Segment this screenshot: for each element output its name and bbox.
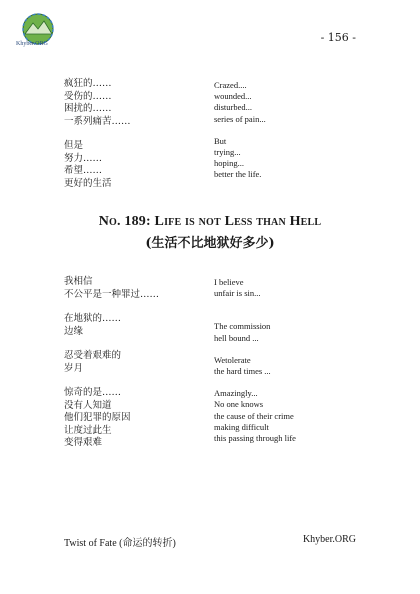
poem-line: 更好的生活: [64, 177, 112, 189]
stanza-gap: [64, 338, 159, 350]
poem-line: 让度过此生: [64, 424, 112, 436]
poem-line: 没有人知道: [64, 399, 112, 411]
poem-line: 困扰的……: [64, 103, 112, 114]
poem-line: making difficult: [214, 421, 269, 432]
poem-189-chinese: [64, 276, 159, 450]
poem-line: this passing through life: [214, 433, 296, 444]
poem-line: 在地狱的……: [64, 313, 122, 324]
poem-line: 不公平是一种罪过……: [64, 288, 160, 300]
stanza-gap: [214, 299, 296, 310]
poem-title: [0, 214, 420, 230]
stanza-gap: [214, 125, 266, 136]
poem-line: Crazed....: [214, 80, 247, 90]
poem-line: hoping...: [214, 158, 244, 169]
poem-line: No one knows: [214, 399, 264, 410]
poem-line: 受伤的……: [64, 90, 112, 102]
poem-line: the cause of their crime: [214, 410, 294, 421]
stanza-gap: [64, 375, 159, 387]
poem-line: But: [214, 135, 227, 146]
poem-189-english: [214, 277, 296, 444]
poem-line: 他们犯罪的原因: [64, 412, 131, 423]
poem-line: wounded...: [214, 91, 252, 102]
logo-text: Khyber.ORG: [16, 41, 48, 47]
poem-line: 忍受着艰难的: [64, 350, 122, 361]
poem-line: Wetolerate: [214, 354, 251, 365]
poem-line: 一系列痛苦……: [64, 115, 131, 127]
poem-line: the hard times ...: [214, 366, 271, 377]
footer-book-title: Twist of Fate (命运的转折): [64, 538, 176, 549]
poem-line: 变得艰难: [64, 437, 103, 448]
poem-line: hell bound ...: [214, 332, 259, 343]
poem-188-chinese: [64, 78, 131, 190]
poem-line: I believe: [214, 277, 244, 287]
poem-line: unfair is sin...: [214, 288, 261, 299]
poem-line: disturbed...: [214, 102, 253, 113]
poem-line: series of pain...: [214, 113, 266, 124]
poem-line: 岁月: [64, 362, 84, 374]
stanza-gap: [214, 310, 296, 321]
poem-188-english: [214, 80, 266, 181]
stanza-gap: [64, 128, 131, 140]
stanza-gap: [214, 377, 296, 388]
poem-line: 努力……: [64, 152, 103, 164]
poem-line: The commission: [214, 321, 271, 332]
poem-title-block: [0, 214, 420, 251]
poem-line: trying...: [214, 147, 241, 158]
poem-line: 但是: [64, 140, 84, 151]
poem-line: 疯狂的……: [64, 78, 112, 89]
stanza-gap: [214, 344, 296, 355]
page-number: - 156 -: [320, 31, 356, 44]
poem-line: 我相信: [64, 276, 93, 287]
poem-line: 希望……: [64, 165, 103, 176]
stanza-gap: [64, 301, 159, 313]
poem-line: Amazingly...: [214, 388, 258, 399]
poem-line: 惊奇的是……: [64, 387, 122, 398]
poem-line: 边缘: [64, 325, 84, 337]
poem-title-text: No. 189: Life is not Less than Hell: [98, 214, 322, 229]
poem-line: better the life.: [214, 169, 262, 180]
poem-subtitle: (生活不比地狱好多少): [145, 236, 275, 251]
footer-site: Khyber.ORG: [302, 534, 356, 545]
